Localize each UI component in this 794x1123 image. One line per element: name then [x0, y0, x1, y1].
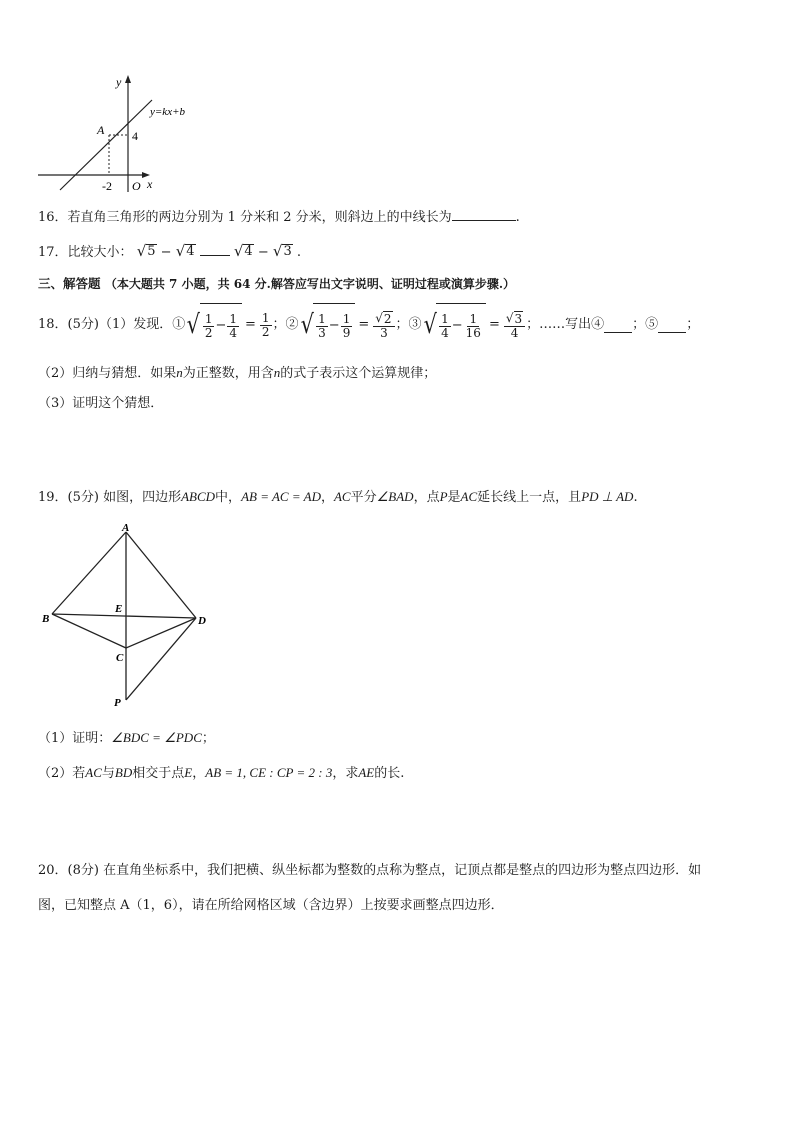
- sqrt-4: √ 4: [175, 242, 195, 260]
- segment-cd: [126, 618, 196, 648]
- linear-graph-figure: [34, 72, 214, 196]
- q17-answer-blank[interactable]: [200, 241, 230, 256]
- q17-minus-2: −: [257, 245, 269, 260]
- q17-minus-1: −: [160, 245, 172, 260]
- line-equation-label: y=kx+b: [150, 106, 185, 118]
- sqrt-3: √ 3: [272, 242, 292, 260]
- x-axis-label: x: [147, 177, 153, 191]
- point-a-label: A: [97, 123, 105, 137]
- question-18-part-3: （3）证明这个猜想．: [38, 396, 164, 411]
- q16-answer-blank[interactable]: [452, 206, 516, 221]
- label-b: B: [42, 613, 50, 625]
- label-c: C: [116, 652, 124, 664]
- q18-sep-1: ；②: [272, 317, 299, 332]
- question-18: 18．(5分)（1）发现．① √ $\frac{1}{2}$ − $\frac{1}{4}$ = $\frac{1}{2}$ ；② √ $\frac{1}{3}$ − $\frac{1}{9}$ = √ 2 3 ；③ √ $\frac{1}{4}$ − $\frac{1}{16}$ = √ 3 4 ；……写出④ ；⑤ ；: [38, 303, 699, 347]
- q18-tail-2: ；⑤: [632, 317, 659, 332]
- q16-text: 16．若直角三角形的两边分别为 1 分米和 2 分米，则斜边上的中线长为: [38, 210, 452, 225]
- quadrilateral-figure: [38, 524, 218, 710]
- q18-tail-3: ；: [686, 317, 700, 332]
- q18-lead: 18．(5分)（1）发现．①: [38, 317, 186, 332]
- q18-formula-1: √ $\frac{1}{2}$ − $\frac{1}{4}$: [185, 303, 242, 347]
- origin-label: O: [132, 179, 141, 193]
- question-18-part-2: （2）归纳与猜想．如果n为正整数，用含n的式子表示这个运算规律；: [38, 365, 437, 381]
- section-3-heading: [38, 274, 515, 294]
- y-axis-label: y: [116, 75, 122, 89]
- q18-sep-2: ；③: [395, 317, 422, 332]
- q17-lead: 17．比较大小：: [38, 245, 133, 260]
- label-a: A: [122, 524, 130, 534]
- y-tick-label: 4: [132, 129, 138, 143]
- label-d: D: [198, 615, 206, 627]
- section-3-title: 三、解答题: [38, 276, 101, 291]
- x-tick-label: -2: [102, 179, 112, 193]
- question-19: 19．(5分) 如图，四边形ABCD中，AB = AC = AD，AC平分∠BAD，点P是AC延长线上一点，且PD ⊥ AD.: [38, 489, 638, 505]
- sqrt-4-second: √ 4: [233, 242, 253, 260]
- question-20-line-2: 图，已知整点 A（1，6），请在所给网格区域（含边界）上按要求画整点四边形．: [38, 898, 504, 913]
- question-19-part-1: （1）证明：∠BDC = ∠PDC；: [38, 730, 215, 746]
- segment-ad: [126, 532, 196, 618]
- q18-answer-blank-4[interactable]: [604, 318, 632, 333]
- segment-pd: [126, 618, 196, 700]
- q18-formula-3: √ $\frac{1}{4}$ − $\frac{1}{16}$: [422, 303, 486, 347]
- sqrt-5: √ 5: [136, 242, 156, 260]
- segment-bc: [52, 614, 126, 648]
- question-19-part-2: （2）若AC与BD相交于点E，AB = 1, CE : CP = 2 : 3，求AE的长.: [38, 765, 405, 781]
- segment-ab: [52, 532, 126, 614]
- label-e: E: [115, 603, 123, 615]
- question-20-line-1: 20．(8分) 在直角坐标系中，我们把横、纵坐标都为整数的点称为整点，记顶点都是整点的四边形为整点四边形．如: [38, 863, 702, 878]
- question-16: [38, 206, 520, 228]
- section-3-note: （本大题共 7 小题，共 64 分.解答应写出文字说明、证明过程或演算步骤.）: [104, 277, 515, 291]
- function-line: [60, 100, 152, 190]
- q18-answer-blank-5[interactable]: [658, 318, 686, 333]
- label-p: P: [114, 697, 121, 709]
- q18-formula-2: √ $\frac{1}{3}$ − $\frac{1}{9}$: [299, 303, 356, 347]
- q17-end: .: [296, 245, 301, 260]
- q16-end: .: [515, 210, 520, 225]
- question-17: [38, 241, 301, 263]
- y-axis-arrow: [125, 75, 131, 83]
- q18-tail-1: ；……写出④: [526, 317, 605, 332]
- segment-bd: [52, 614, 196, 618]
